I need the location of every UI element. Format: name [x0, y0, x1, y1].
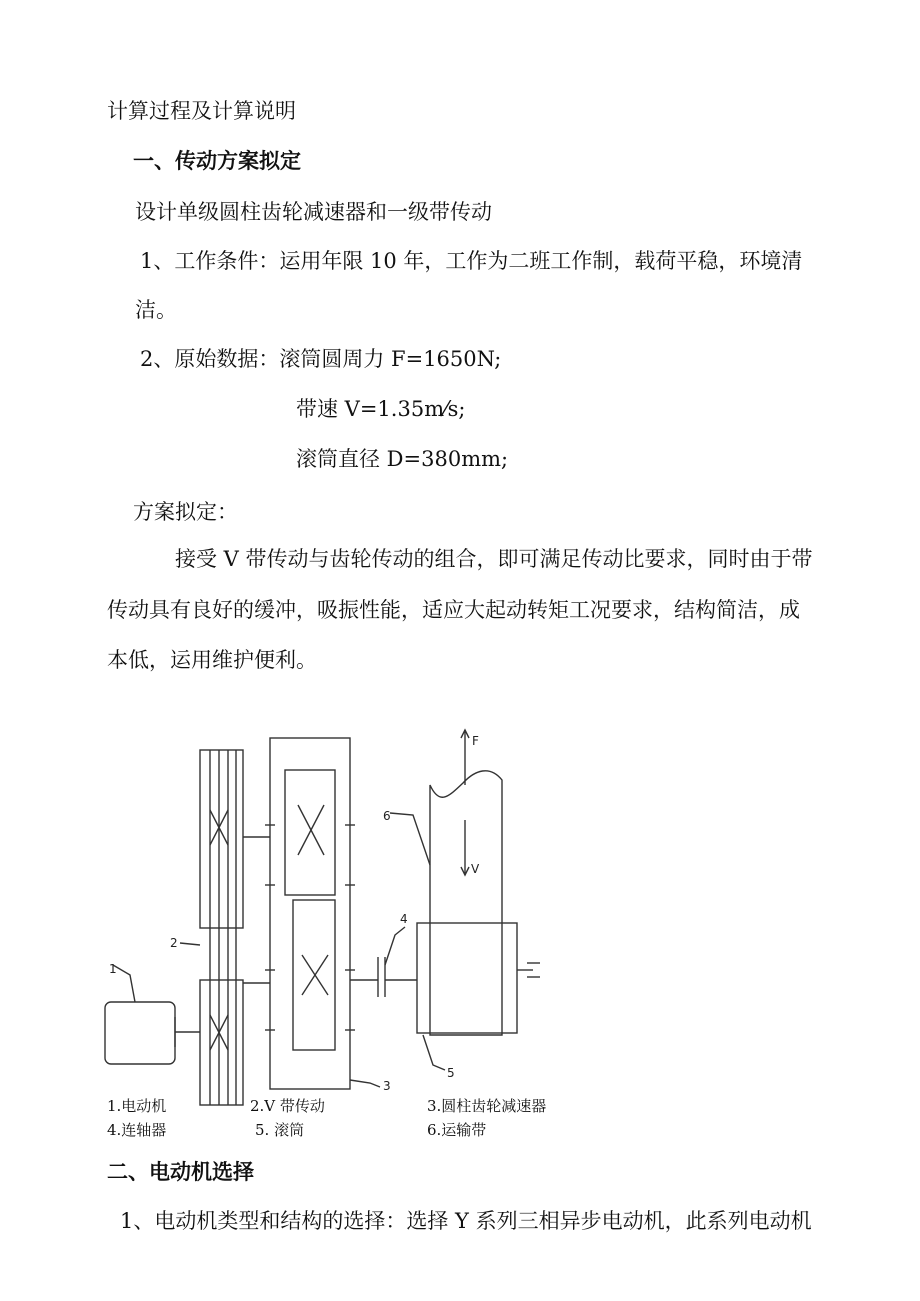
section-2-title: 二、电动机选择	[107, 1160, 254, 1184]
raw-data-line-1: 2、原始数据：滚筒圆周力 F=1650N;	[140, 347, 502, 371]
label-3: 3	[383, 1079, 391, 1093]
plan-paragraph-line-3: 本低，运用维护便利。	[107, 648, 317, 672]
label-6: 6	[383, 809, 391, 823]
force-velocity-arrows	[461, 730, 469, 875]
work-conditions-line-2: 洁。	[135, 298, 177, 322]
v-belt-drive	[200, 750, 243, 1105]
motor-selection-line-1: 1、电动机类型和结构的选择：选择 Y 系列三相异步电动机，此系列电动机	[120, 1209, 812, 1233]
plan-paragraph-line-2: 传动具有良好的缓冲，吸振性能，适应大起动转矩工况要求，结构简洁，成	[107, 598, 800, 622]
plan-label: 方案拟定：	[133, 500, 238, 524]
plan-paragraph-line-1: 接受 V 带传动与齿轮传动的组合，即可满足传动比要求，同时由于带	[175, 547, 813, 571]
raw-data-line-2: 带速 V=1.35m⁄s;	[296, 397, 466, 421]
label-force: F	[472, 734, 479, 748]
label-4: 4	[400, 912, 408, 926]
label-velocity: V	[471, 862, 480, 876]
gear-reducer	[243, 738, 355, 1089]
caption-conveyor: 6.运输带	[427, 1121, 487, 1139]
section-1-title: 一、传动方案拟定	[133, 149, 301, 173]
caption-motor: 1.电动机	[107, 1097, 167, 1115]
transmission-diagram	[95, 725, 565, 1110]
caption-reducer: 3.圆柱齿轮减速器	[427, 1097, 547, 1115]
raw-data-line-3: 滚筒直径 D=380mm;	[296, 447, 509, 471]
electric-motor	[105, 1002, 200, 1064]
caption-coupling: 4.连轴器	[107, 1121, 167, 1139]
section-1-intro: 设计单级圆柱齿轮减速器和一级带传动	[135, 200, 492, 224]
label-1: 1	[109, 962, 117, 976]
caption-drum: 5. 滚筒	[255, 1121, 305, 1139]
document-heading: 计算过程及计算说明	[107, 99, 296, 123]
label-5: 5	[447, 1066, 455, 1080]
work-conditions-line-1: 1、工作条件：运用年限 10 年，工作为二班工作制，载荷平稳，环境清	[140, 249, 803, 273]
label-2: 2	[170, 936, 178, 950]
drum-and-conveyor	[417, 771, 540, 1035]
coupling	[350, 957, 417, 997]
caption-v-belt: 2.V 带传动	[250, 1097, 325, 1115]
